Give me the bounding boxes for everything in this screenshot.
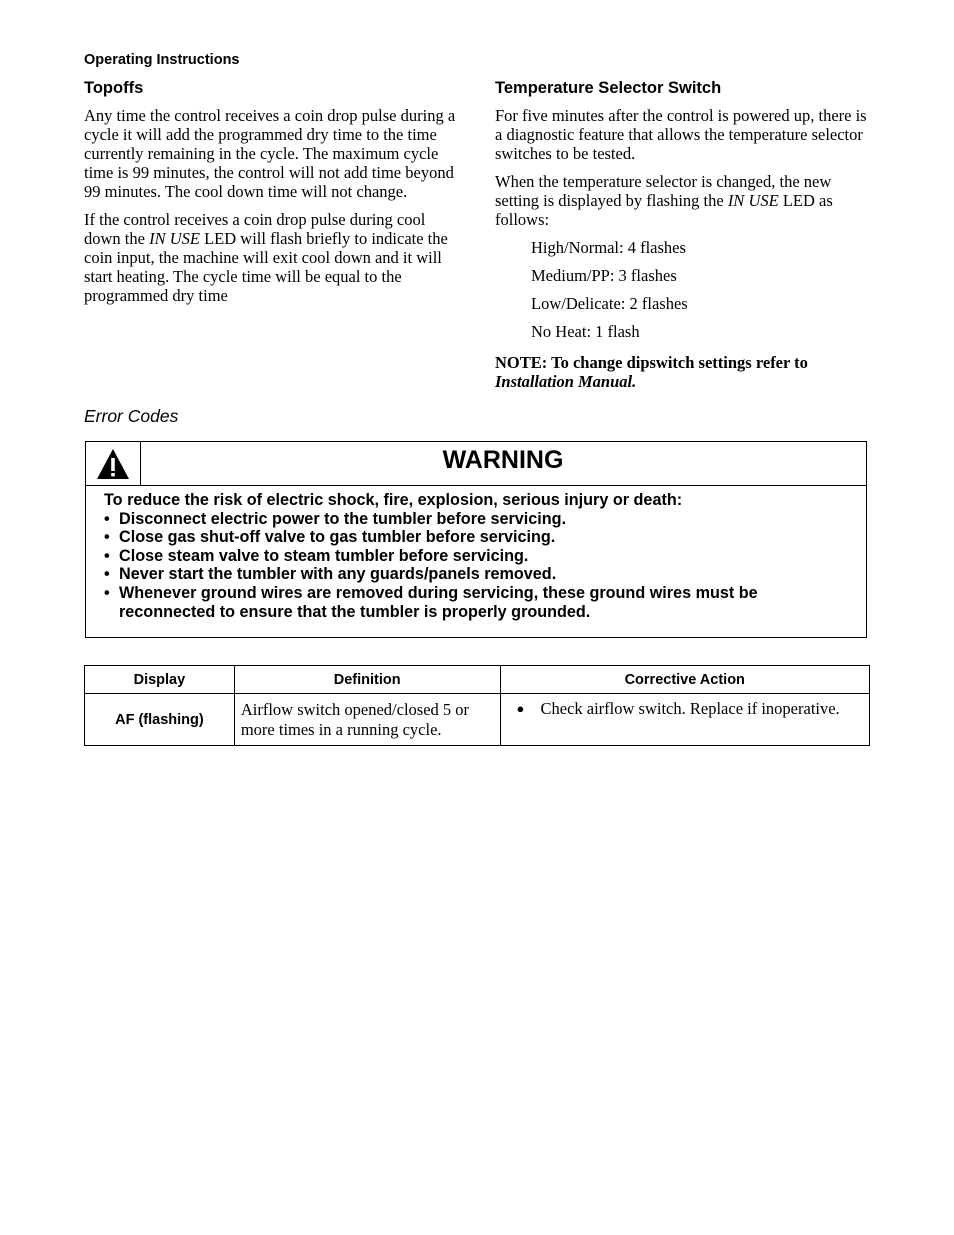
warning-list-item: [104, 510, 846, 529]
warning-list-item: [104, 547, 846, 566]
warning-item-text: Whenever ground wires are removed during servicing, these ground wires must be reconnected to ensure that the tumbler is properly grounded.: [119, 583, 758, 621]
temperature-p2-text-a: When the temperature selector is changed, the new setting is displayed by flashing the: [495, 172, 832, 210]
warning-item-text: Disconnect electric power to the tumbler before servicing.: [119, 509, 567, 528]
topoffs-p2-text-b: LED will flash briefly to indicate the coin input, the machine will exit cool down and it will start heating. The cycle time will be equal to the programmed dry time: [84, 229, 448, 305]
warning-box: [85, 441, 867, 638]
table-row: [85, 694, 870, 746]
error-code-display: AF (flashing): [85, 694, 235, 746]
corrective-action-text: Check airflow switch. Replace if inoperative.: [540, 699, 840, 718]
error-code-corrective-action: [500, 694, 870, 746]
flash-settings-list: [495, 238, 871, 341]
topoffs-paragraph-1: Any time the control receives a coin drop pulse during a cycle it will add the programmed dry time to the time currently remaining in the cycle. The maximum cycle time is 99 minutes, the control will not add time beyond 99 minutes. The cool down time will not change.: [84, 106, 456, 201]
corrective-action-item: [501, 699, 870, 719]
dipswitch-note: [495, 353, 871, 391]
in-use-led-label: IN USE: [149, 229, 200, 248]
flash-setting-item: High/Normal: 4 flashes: [531, 238, 686, 257]
running-header: Operating Instructions: [84, 52, 240, 68]
bullet-glyph: •: [104, 509, 110, 528]
topoffs-paragraph-2: [84, 210, 460, 305]
warning-icon-cell: [86, 442, 141, 485]
temperature-selector-section: [495, 79, 871, 400]
warning-body: [104, 491, 846, 621]
bullet-glyph: •: [104, 565, 110, 584]
temperature-selector-heading: Temperature Selector Switch: [495, 79, 722, 97]
topoffs-section: [84, 79, 460, 314]
warning-title: WARNING: [442, 446, 564, 474]
bullet-glyph: ●: [516, 701, 525, 716]
column-header-corrective-action: Corrective Action: [500, 666, 870, 694]
warning-intro: To reduce the risk of electric shock, fire, explosion, serious injury or death:: [104, 491, 683, 509]
temperature-p2-text-b: LED as follows:: [495, 191, 833, 229]
column-header-definition: Definition: [234, 666, 500, 694]
warning-list-item: [104, 565, 846, 584]
table-header-row: [85, 666, 870, 694]
flash-setting-item: Low/Delicate: 2 flashes: [531, 294, 688, 313]
bullet-glyph: •: [104, 528, 110, 547]
error-codes-heading: Error Codes: [84, 406, 179, 426]
column-header-display: Display: [85, 666, 235, 694]
bullet-glyph: •: [104, 546, 110, 565]
warning-item-text: Close steam valve to steam tumbler before servicing.: [119, 546, 529, 565]
warning-item-text: Close gas shut-off valve to gas tumbler before servicing.: [119, 528, 556, 547]
warning-item-text: Never start the tumbler with any guards/panels removed.: [119, 565, 557, 584]
warning-list-item: [104, 584, 846, 621]
bullet-glyph: •: [104, 583, 110, 602]
temperature-paragraph-1: For five minutes after the control is powered up, there is a diagnostic feature that allows the temperature selector switches to be tested.: [495, 106, 867, 163]
in-use-led-label: IN USE: [727, 191, 779, 210]
topoffs-p2-text-a: If the control receives a coin drop pulse during cool down the: [84, 210, 426, 248]
warning-header: [86, 442, 866, 486]
flash-setting-item: No Heat: 1 flash: [531, 322, 640, 341]
warning-triangle-icon: [95, 447, 131, 481]
note-text: NOTE: To change dipswitch settings refer to: [495, 353, 808, 372]
error-codes-table: [84, 665, 870, 746]
flash-setting-item: Medium/PP: 3 flashes: [531, 266, 677, 285]
warning-list-item: [104, 528, 846, 547]
installation-manual-reference: Installation Manual.: [495, 372, 637, 391]
temperature-paragraph-2: [495, 172, 871, 229]
warning-list: [104, 510, 846, 622]
error-code-definition: Airflow switch opened/closed 5 or more times in a running cycle.: [234, 694, 500, 746]
topoffs-heading: Topoffs: [84, 79, 144, 97]
